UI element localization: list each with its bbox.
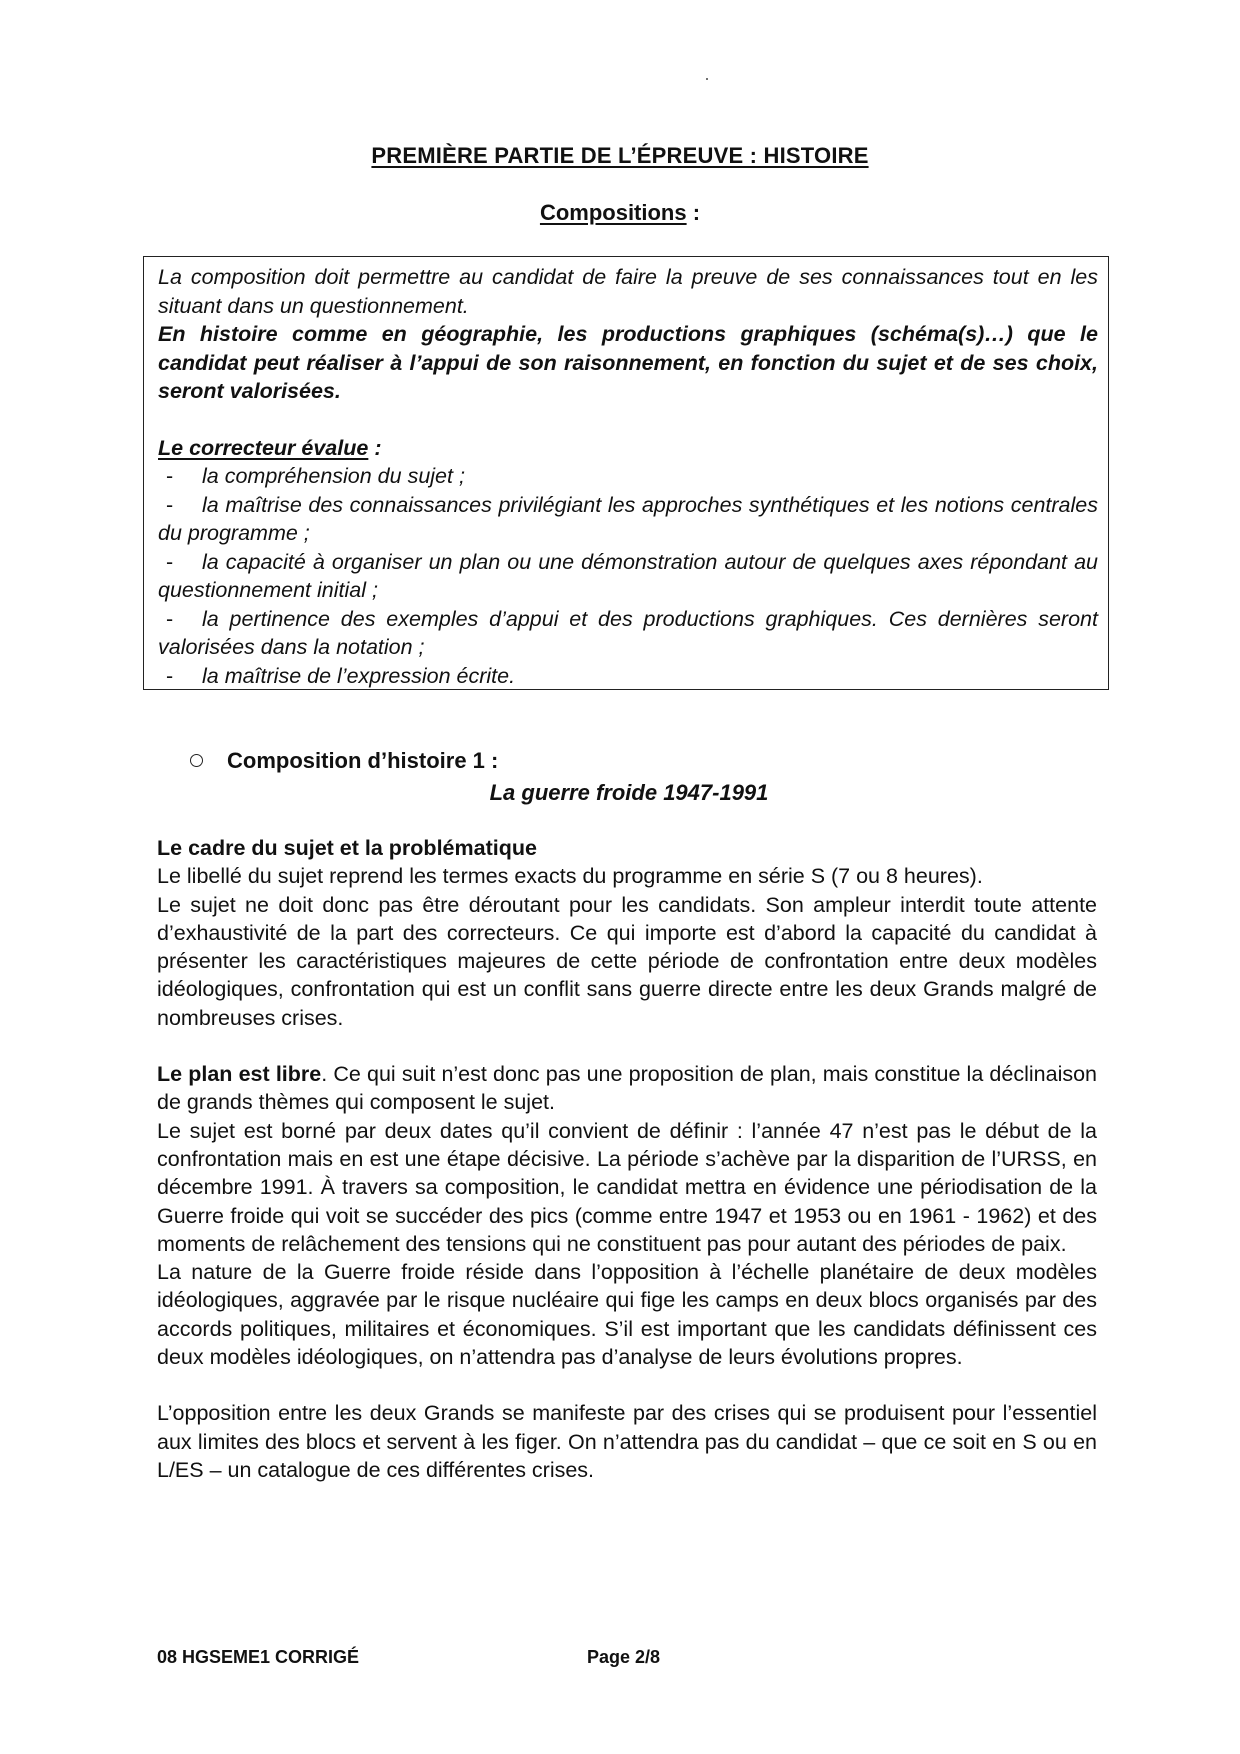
box-bold-note: En histoire comme en géographie, les productions graphiques (schéma(s)…) que le candidat peut réaliser à l’appui de son raisonnement, en fonction du sujet et de ses choix, seront valorisées. [158, 322, 1098, 403]
criteria-item-text: la maîtrise de l’expression écrite. [202, 663, 516, 688]
box-intro: La composition doit permettre au candidat de faire la preuve de ses connaissances tout en les situant dans un questionnement. [158, 265, 1098, 318]
criteria-item [158, 662, 1098, 691]
criteria-item [158, 491, 1098, 548]
criteria-item [158, 462, 1098, 491]
page-title-text: PREMIÈRE PARTIE DE L’ÉPREUVE : HISTOIRE [371, 143, 869, 168]
section-title-suffix: : [686, 200, 701, 225]
body-section-title: Le cadre du sujet et la problématique [157, 836, 537, 860]
criteria-heading-text: Le correcteur évalue [158, 435, 369, 460]
composition-heading [190, 748, 498, 774]
page-title [0, 143, 1240, 169]
list-dash: - [166, 549, 174, 574]
composition-subject: La guerre froide 1947-1991 [489, 780, 769, 805]
plan-rest: . Ce qui suit n’est donc pas une proposition de plan, mais constitue la déclinaison de grands thèmes qui composent le sujet. [157, 1062, 1098, 1115]
criteria-heading-suffix: : [368, 435, 382, 460]
body-paragraph: Le libellé du sujet reprend les termes exacts du programme en série S (7 ou 8 heures). [157, 864, 983, 889]
criteria-item [158, 605, 1098, 662]
scan-speck [706, 78, 708, 80]
circle-bullet-icon [190, 754, 203, 767]
body-spacer [157, 1371, 1097, 1399]
criteria-item [158, 548, 1098, 605]
body-paragraph: L’opposition entre les deux Grands se manifeste par des crises qui se produisent pour l’essentiel aux limites des blocs et servent à les figer. On n’attendra pas du candidat – que ce soit en S ou en L/ES – un catalogue de ces différentes crises. [157, 1401, 1097, 1482]
criteria-item-text: la pertinence des exemples d’appui et des productions graphiques. Ces dernières seront valorisées dans la notation ; [158, 606, 1098, 659]
footer-code: 08 HGSEME1 CORRIGÉ [157, 1647, 360, 1667]
criteria-heading [158, 434, 1098, 463]
criteria-item-text: la maîtrise des connaissances privilégiant les approches synthétiques et les notions centrales du programme ; [158, 492, 1098, 545]
footer-page-number: Page 2/8 [587, 1647, 661, 1667]
composition-heading-text: Composition d’histoire 1 : [227, 748, 499, 773]
section-title-text: Compositions [539, 200, 687, 225]
criteria-item-text: la compréhension du sujet ; [202, 464, 465, 488]
list-dash: - [166, 606, 174, 631]
plan-paragraph [157, 1060, 1097, 1117]
body-paragraph: Le sujet ne doit donc pas être déroutant pour les candidats. Son ampleur interdit toute attente d’exhaustivité de la part des correcteurs. Ce qui importe est d’abord la capacité du candidat à présenter les caractéristiques majeures de cette période de confrontation entre deux modèles idéologiques, confrontation qui est un conflit sans guerre directe entre les deux Grands malgré de nombreuses crises. [157, 892, 1097, 1030]
criteria-item-text: la capacité à organiser un plan ou une démonstration autour de quelques axes répondant au questionnement initial ; [158, 549, 1098, 602]
box-spacer [158, 406, 1098, 434]
body-paragraph: Le sujet est borné par deux dates qu’il convient de définir : l’année 47 n’est pas le début de la confrontation mais en est une étape décisive. La période s’achève par la disparition de l’URSS, en décembre 1991. À travers sa composition, le candidat mettra en évidence une périodisation de la Guerre froide qui voit se succéder des pics (comme entre 1947 et 1953 ou en 1961 - 1962) et des moments de relâchement des tensions qui ne constituent pas pour autant des périodes de paix. [157, 1118, 1097, 1256]
body-spacer [157, 1032, 1097, 1060]
body-paragraph: La nature de la Guerre froide réside dans l’opposition à l’échelle planétaire de deux modèles idéologiques, aggravée par le risque nucléaire qui fige les camps en deux blocs organisés par des accords politiques, militaires et économiques. S’il est important que les candidats définissent ces deux modèles idéologiques, on n’attendra pas d’analyse de leurs évolutions propres. [157, 1260, 1097, 1370]
list-dash: - [166, 464, 174, 488]
list-dash: - [166, 663, 174, 688]
plan-bold: Le plan est libre [157, 1062, 322, 1087]
composition-body [157, 834, 1097, 1484]
instructions-box [143, 256, 1109, 690]
section-title [0, 200, 1240, 226]
list-dash: - [166, 492, 174, 517]
